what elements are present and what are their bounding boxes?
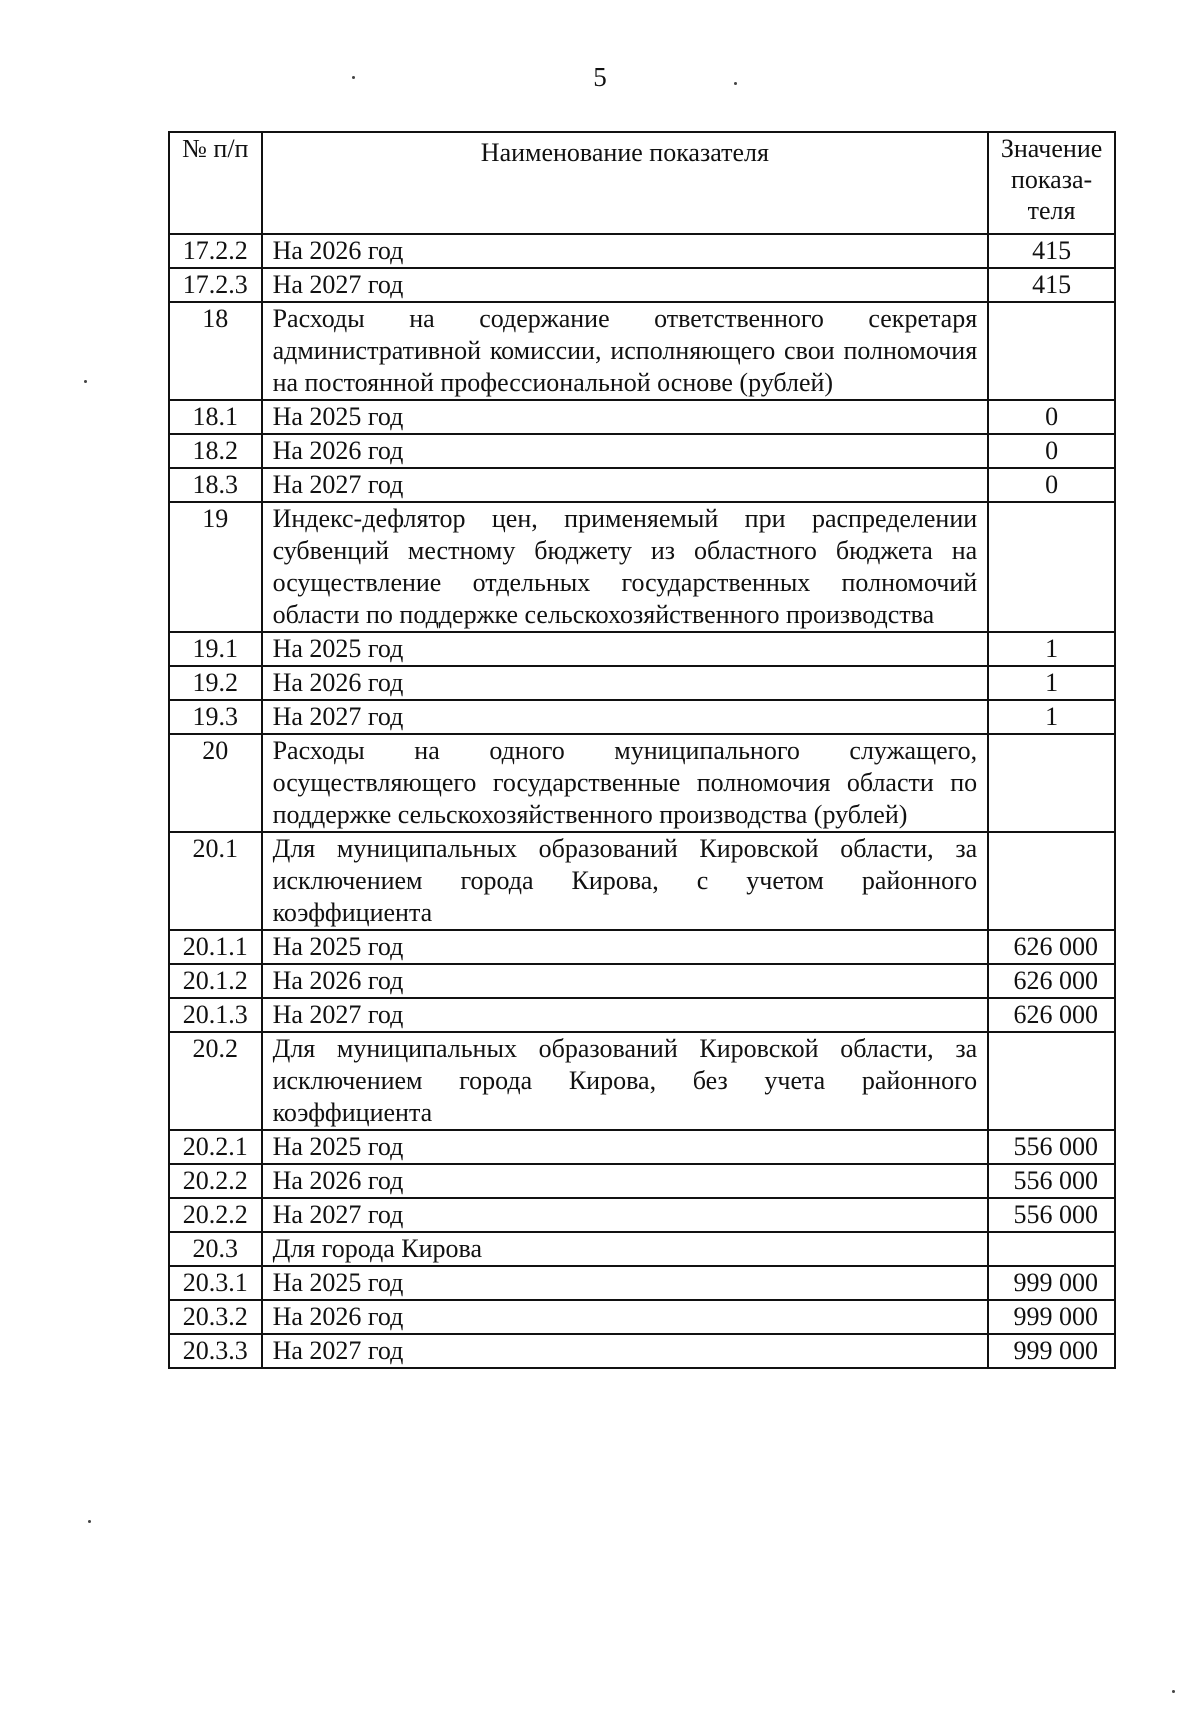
row-number-cell: 18.3 (169, 468, 262, 502)
row-number-cell: 20.2.2 (169, 1164, 262, 1198)
row-indicator-name-cell: На 2027 год (262, 1334, 989, 1368)
scan-speck (84, 380, 87, 383)
row-indicator-name-cell: На 2026 год (262, 964, 989, 998)
row-indicator-value-cell (988, 832, 1115, 930)
row-indicator-value-cell: 556 000 (988, 1164, 1115, 1198)
row-number-cell: 20.3.2 (169, 1300, 262, 1334)
row-indicator-value-cell (988, 1232, 1115, 1266)
row-indicator-name-cell: На 2025 год (262, 632, 989, 666)
row-indicator-value-cell: 626 000 (988, 964, 1115, 998)
row-indicator-value-cell: 415 (988, 268, 1115, 302)
table-row (169, 734, 1115, 832)
row-indicator-name-cell: Для муниципальных образований Кировской области, за исключением города Кирова, с учетом районного коэффициента (262, 832, 989, 930)
row-indicator-name-cell: На 2027 год (262, 998, 989, 1032)
row-number-cell: 19.2 (169, 666, 262, 700)
header-indicator-value-label: Значение показа- теля (1000, 134, 1103, 225)
scan-speck (352, 76, 355, 79)
row-number-cell: 20.3.1 (169, 1266, 262, 1300)
table-body (169, 234, 1115, 1368)
row-indicator-value-cell: 556 000 (988, 1198, 1115, 1232)
row-indicator-value-cell (988, 734, 1115, 832)
header-number-label: № п/п (182, 134, 249, 163)
table-row (169, 998, 1115, 1032)
row-indicator-value-cell: 0 (988, 434, 1115, 468)
row-indicator-value-cell: 0 (988, 400, 1115, 434)
row-indicator-name-cell: Расходы на содержание ответственного секретаря административной комиссии, исполняющего свои полномочия на постоянной профессиональной основе (рублей) (262, 302, 989, 400)
row-indicator-value-cell (988, 1032, 1115, 1130)
row-number-cell: 20.1.1 (169, 930, 262, 964)
row-number-cell: 18.2 (169, 434, 262, 468)
row-number-cell: 20 (169, 734, 262, 832)
row-number-cell: 17.2.3 (169, 268, 262, 302)
row-number-cell: 20.1 (169, 832, 262, 930)
table-row (169, 434, 1115, 468)
row-number-cell: 20.3 (169, 1232, 262, 1266)
row-number-cell: 20.3.3 (169, 1334, 262, 1368)
indicators-table (168, 131, 1116, 1369)
table-row (169, 930, 1115, 964)
row-number-cell: 19.1 (169, 632, 262, 666)
table-row (169, 268, 1115, 302)
row-indicator-value-cell: 999 000 (988, 1300, 1115, 1334)
table-row (169, 1198, 1115, 1232)
row-number-cell: 20.1.2 (169, 964, 262, 998)
page-number: 5 (593, 62, 607, 92)
row-indicator-value-cell (988, 502, 1115, 632)
scan-speck (88, 1520, 91, 1523)
row-indicator-value-cell: 1 (988, 700, 1115, 734)
table-row (169, 666, 1115, 700)
row-indicator-value-cell: 999 000 (988, 1334, 1115, 1368)
table-row (169, 1266, 1115, 1300)
scan-speck (1172, 1690, 1175, 1693)
table-row (169, 1164, 1115, 1198)
row-indicator-name-cell: На 2027 год (262, 700, 989, 734)
row-indicator-value-cell (988, 302, 1115, 400)
table-row (169, 1232, 1115, 1266)
table-row (169, 1300, 1115, 1334)
row-indicator-name-cell: На 2027 год (262, 468, 989, 502)
row-number-cell: 20.2.2 (169, 1198, 262, 1232)
row-number-cell: 18.1 (169, 400, 262, 434)
row-indicator-value-cell: 626 000 (988, 998, 1115, 1032)
row-indicator-name-cell: На 2027 год (262, 1198, 989, 1232)
header-indicator-name-label: Наименование показателя (480, 138, 769, 167)
table-row (169, 1130, 1115, 1164)
table-row (169, 302, 1115, 400)
row-indicator-value-cell: 415 (988, 234, 1115, 268)
scan-speck (734, 82, 737, 85)
row-indicator-name-cell: На 2026 год (262, 1300, 989, 1334)
row-indicator-name-cell: Для муниципальных образований Кировской области, за исключением города Кирова, без учета районного коэффициента (262, 1032, 989, 1130)
row-indicator-name-cell: На 2026 год (262, 666, 989, 700)
row-indicator-value-cell: 556 000 (988, 1130, 1115, 1164)
table-row (169, 964, 1115, 998)
row-indicator-name-cell: На 2026 год (262, 434, 989, 468)
table-row (169, 502, 1115, 632)
row-indicator-name-cell: На 2027 год (262, 268, 989, 302)
row-indicator-value-cell: 0 (988, 468, 1115, 502)
header-indicator-name (262, 132, 989, 234)
table-row (169, 1334, 1115, 1368)
row-indicator-name-cell: На 2025 год (262, 400, 989, 434)
table-header-row (169, 132, 1115, 234)
row-indicator-name-cell: На 2025 год (262, 930, 989, 964)
row-indicator-name-cell: Расходы на одного муниципального служащего, осуществляющего государственные полномочия области по поддержке сельскохозяйственного производства (рублей) (262, 734, 989, 832)
table-row (169, 468, 1115, 502)
row-number-cell: 20.2.1 (169, 1130, 262, 1164)
row-indicator-name-cell: Индекс-дефлятор цен, применяемый при распределении субвенций местному бюджету из областного бюджета на осуществление отдельных государственных полномочий области по поддержке сельскохозяйственного производства (262, 502, 989, 632)
header-indicator-value (988, 132, 1115, 234)
row-number-cell: 19.3 (169, 700, 262, 734)
row-indicator-value-cell: 626 000 (988, 930, 1115, 964)
row-number-cell: 20.2 (169, 1032, 262, 1130)
table-row (169, 1032, 1115, 1130)
row-indicator-value-cell: 999 000 (988, 1266, 1115, 1300)
row-indicator-value-cell: 1 (988, 666, 1115, 700)
row-indicator-value-cell: 1 (988, 632, 1115, 666)
row-number-cell: 18 (169, 302, 262, 400)
table-row (169, 400, 1115, 434)
row-indicator-name-cell: Для города Кирова (262, 1232, 989, 1266)
row-indicator-name-cell: На 2025 год (262, 1130, 989, 1164)
table-row (169, 832, 1115, 930)
header-number (169, 132, 262, 234)
table-row (169, 700, 1115, 734)
table-row (169, 632, 1115, 666)
row-number-cell: 19 (169, 502, 262, 632)
row-number-cell: 20.1.3 (169, 998, 262, 1032)
row-indicator-name-cell: На 2026 год (262, 234, 989, 268)
row-indicator-name-cell: На 2026 год (262, 1164, 989, 1198)
row-indicator-name-cell: На 2025 год (262, 1266, 989, 1300)
row-number-cell: 17.2.2 (169, 234, 262, 268)
table-row (169, 234, 1115, 268)
